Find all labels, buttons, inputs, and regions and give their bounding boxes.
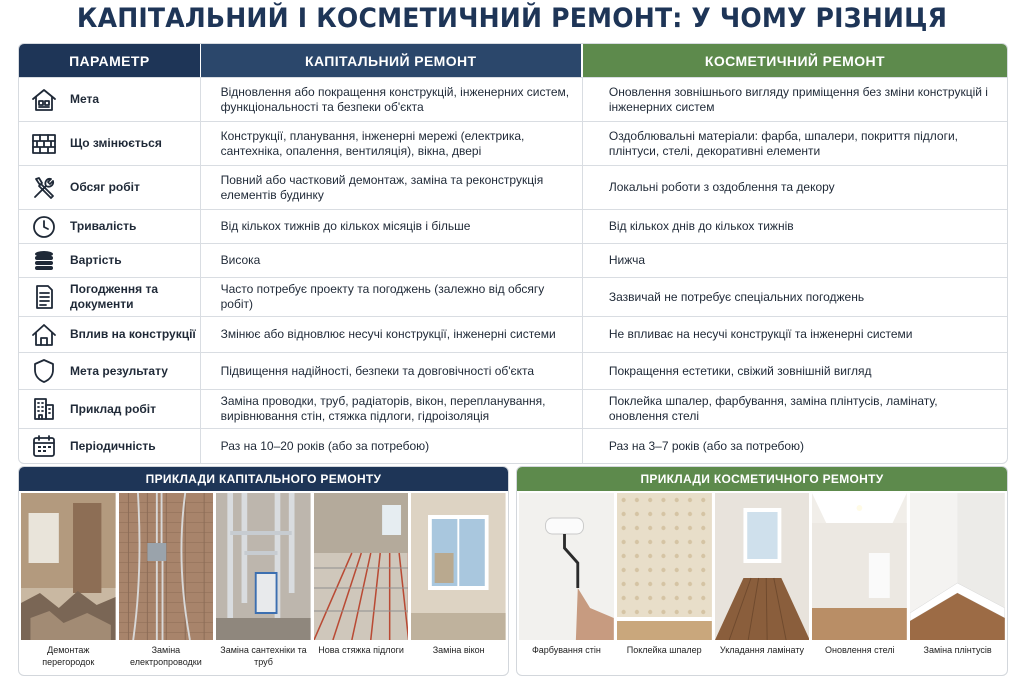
table-row [19, 77, 1007, 121]
calendar-icon [29, 431, 59, 461]
capital-cell: Висока [201, 244, 583, 277]
table-row [19, 316, 1007, 352]
param-name: Тривалість [70, 219, 137, 233]
param-cell [19, 353, 201, 389]
example-photo [617, 493, 712, 640]
example-photo [812, 493, 907, 640]
param-name: Що змінюється [70, 136, 162, 150]
table-body [19, 77, 1007, 463]
clock-icon [29, 212, 59, 242]
example-caption: Заміна плінтусів [923, 645, 992, 655]
example-caption: Заміна електропроводки [130, 645, 202, 667]
example-caption: Заміна вікон [432, 645, 485, 655]
header-param: ПАРАМЕТР [19, 44, 201, 77]
param-name: Приклад робіт [70, 401, 157, 416]
table-row [19, 121, 1007, 165]
param-cell [19, 78, 201, 121]
building-icon [29, 394, 59, 424]
example-caption: Фарбування стін [531, 645, 601, 655]
brick-wall-icon [29, 129, 59, 159]
param-cell [19, 210, 201, 243]
capital-photos [19, 491, 508, 640]
example-photo [216, 493, 311, 640]
param-cell [19, 390, 201, 428]
cosmetic-cell: Локальні роботи з оздоблення та декору [608, 180, 835, 194]
capital-cell: Змінює або відновлює несучі конструкції, інженерні системи [201, 317, 583, 352]
table-row [19, 243, 1007, 277]
param-cell [19, 278, 201, 316]
cosmetic-cell: Оздоблювальні матеріали: фарба, шпалери, покриття підлоги, плінтуси, стелі, декоративні елементи [608, 128, 959, 158]
table-row [19, 165, 1007, 209]
param-name: Обсяг робіт [70, 180, 140, 194]
cosmetic-examples-title: ПРИКЛАДИ КОСМЕТИЧНОГО РЕМОНТУ [517, 467, 1007, 491]
example-photo [910, 493, 1005, 640]
example-caption: Демонтаж перегородок [42, 645, 95, 667]
table-row [19, 389, 1007, 428]
param-name: Мета [70, 92, 100, 106]
cosmetic-cell: Поклейка шпалер, фарбування, заміна плінтусів, ламінату, оновлення стелі [608, 394, 938, 423]
capital-cell: Підвищення надійності, безпеки та довговічності об'єкта [201, 353, 583, 389]
param-name: Мета результату [70, 363, 168, 378]
example-caption: Нова стяжка підлоги [318, 645, 404, 655]
capital-cell: Від кількох тижнів до кількох місяців і більше [201, 210, 583, 243]
cosmetic-cell: Від кількох днів до кількох тижнів [608, 219, 794, 233]
param-cell [19, 122, 201, 165]
comparison-table [18, 43, 1008, 464]
table-row [19, 277, 1007, 316]
capital-cell: Відновлення або покращення конструкцій, інженерних систем, функціональності та безпеки об'єкта [201, 78, 583, 121]
cosmetic-photos [517, 491, 1007, 640]
example-photo [119, 493, 214, 640]
param-name: Вплив на конструкції [70, 327, 196, 341]
coins-icon [29, 246, 59, 276]
cosmetic-cell: Покращення естетики, свіжий зовнішній вигляд [608, 363, 872, 378]
table-header [19, 44, 1007, 77]
capital-cell: Повний або частковий демонтаж, заміна та реконструкція елементів будинку [201, 166, 583, 209]
example-photo [21, 493, 116, 640]
cosmetic-cell: Раз на 3–7 років (або за потребою) [608, 438, 805, 453]
capital-cell: Раз на 10–20 років (або за потребою) [201, 429, 583, 463]
table-row [19, 428, 1007, 463]
cosmetic-cell: Оновлення зовнішнього вигляду приміщення без зміни конструкцій і інженерних систем [608, 84, 988, 114]
example-caption: Укладання ламінату [719, 645, 805, 655]
param-cell [19, 166, 201, 209]
table-row [19, 209, 1007, 243]
shield-icon [29, 356, 59, 386]
capital-cell: Часто потребує проекту та погоджень (залежно від обсягу робіт) [201, 278, 583, 316]
header-cosmetic: КОСМЕТИЧНИЙ РЕМОНТ [583, 44, 1007, 77]
param-cell [19, 244, 201, 277]
capital-cell: Заміна проводки, труб, радіаторів, вікон, перепланування, вирівнювання стін, стяжка підлоги, гідроізоляція [201, 390, 583, 428]
example-caption: Оновлення стелі [824, 645, 895, 655]
cosmetic-cell: Не впливає на несучі конструкції та інженерні системи [608, 327, 913, 341]
example-photo [715, 493, 810, 640]
param-name: Періодичність [70, 438, 156, 453]
example-caption: Поклейка шпалер [626, 645, 702, 655]
house-outline-icon [29, 320, 59, 350]
cosmetic-captions [517, 640, 1007, 656]
param-cell [19, 317, 201, 352]
param-name: Вартість [70, 253, 122, 267]
capital-examples-title: ПРИКЛАДИ КАПІТАЛЬНОГО РЕМОНТУ [19, 467, 508, 491]
example-photo [314, 493, 409, 640]
tools-icon [29, 173, 59, 203]
table-row [19, 352, 1007, 389]
header-capital: КАПІТАЛЬНИЙ РЕМОНТ [201, 44, 583, 77]
capital-cell: Конструкції, планування, інженерні мережі (електрика, сантехніка, опалення, вентиляція), вікна, двері [201, 122, 583, 165]
document-icon [29, 282, 59, 312]
example-photo [519, 493, 614, 640]
page-title: КАПІТАЛЬНИЙ І КОСМЕТИЧНИЙ РЕМОНТ: У ЧОМУ РІЗНИЦЯ [76, 3, 948, 34]
cosmetic-cell: Нижча [608, 253, 646, 267]
cosmetic-cell: Зазвичай не потребує спеціальних погоджень [608, 289, 865, 304]
house-icon [29, 85, 59, 115]
capital-captions [19, 640, 508, 668]
capital-examples-panel [18, 466, 509, 676]
param-name: Погодження та документи [70, 282, 158, 311]
example-photo [411, 493, 506, 640]
param-cell [19, 429, 201, 463]
cosmetic-examples-panel [516, 466, 1008, 676]
example-caption: Заміна сантехніки та труб [220, 645, 307, 667]
